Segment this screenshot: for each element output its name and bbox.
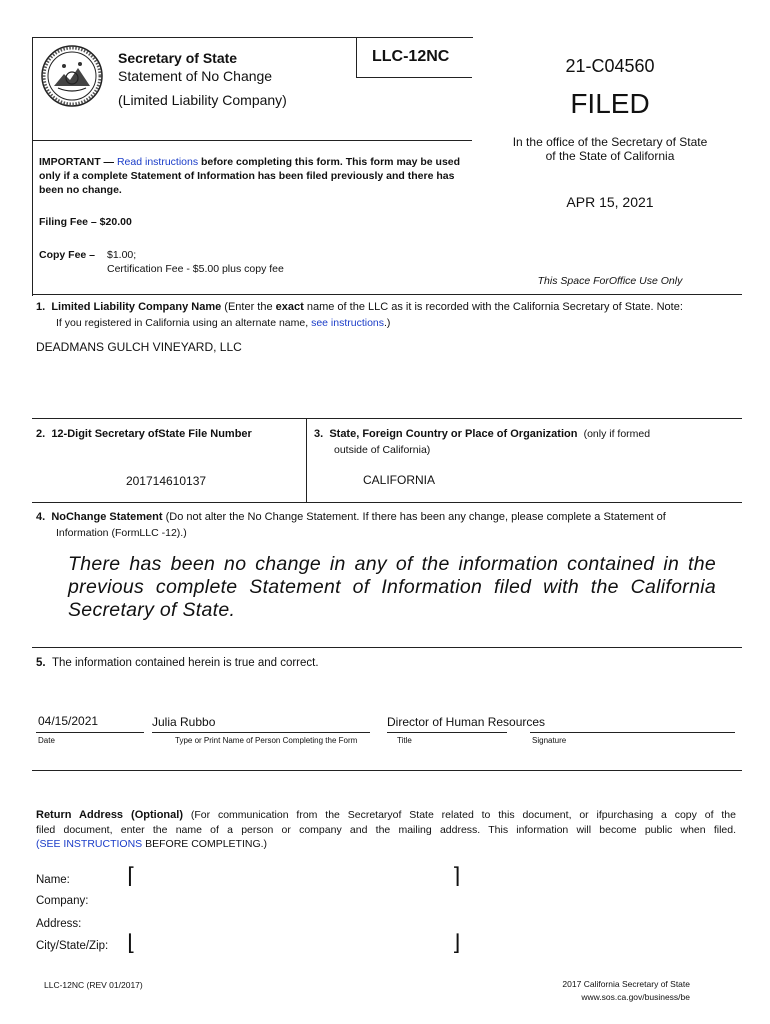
important-notice (39, 155, 464, 197)
section-4-number: 4. (36, 511, 46, 523)
no-change-statement-line3: Secretary of State. (68, 599, 236, 621)
bracket-top-right-icon: ⌉ (452, 864, 461, 889)
signature-underline (530, 732, 735, 733)
form-subtitle: (Limited Liability Company) (118, 92, 287, 108)
form-code-divider (356, 37, 357, 77)
signature-label: Signature (532, 736, 567, 745)
no-change-statement-line1: There has been no change in any of the information contained in the (68, 553, 716, 575)
section-1-heading (36, 300, 741, 315)
section-4-desc: (Do not alter the No Change Statement. If there has been any change, please complete a Statement of (162, 511, 666, 523)
read-instructions-link[interactable]: Read instructions (116, 156, 199, 168)
certification-fee: Certification Fee - $5.00 plus copy fee (107, 263, 284, 275)
copy-fee-value: $1.00; (107, 249, 137, 261)
title-field[interactable]: Director of Human Resources (387, 715, 546, 729)
date-underline (36, 732, 144, 733)
place-of-organization-field[interactable]: CALIFORNIA (362, 473, 435, 487)
important-rest: before completing this form. This form may be used only if a complete Statement of Information has been filed previously and there has been no change. (39, 156, 461, 196)
form-revision: LLC-12NC (REV 01/2017) (44, 980, 143, 990)
header-bottom-line (32, 294, 742, 295)
bracket-bottom-left-icon: ⌊ (127, 931, 136, 956)
agency-name: Secretary of State (118, 50, 238, 66)
section-4-heading (36, 511, 741, 523)
file-number-field[interactable]: 201714610137 (125, 474, 207, 488)
signature-field[interactable] (530, 716, 735, 732)
section-1-bottom (32, 418, 742, 419)
return-name-label: Name: (36, 874, 70, 886)
office-line-2: of the State of California (545, 149, 675, 163)
section-1-note-a: If you registered in California using an alternate name, (56, 317, 312, 329)
return-address-desc-line2: filed document, enter the name of a person or company and the mailing address. This information will become public when filed. (36, 824, 736, 836)
footer-copyright: 2017 California Secretary of State (562, 979, 690, 989)
office-line-1: In the office of the Secretary of State (512, 135, 708, 149)
section-3-note: (only if formed (583, 428, 651, 440)
section-1-number: 1. (36, 301, 46, 313)
section-5-number: 5. (36, 657, 46, 669)
section-2-3-bottom (32, 502, 742, 503)
return-address-desc: (For communication from the Secretaryof State related to this document, or ifpurchasing a copy of the (182, 809, 736, 821)
section-3-heading (314, 428, 739, 440)
date-field[interactable]: 04/15/2021 (38, 714, 99, 728)
see-instructions-link[interactable]: see instructions (311, 317, 385, 329)
title-label: Title (397, 736, 412, 745)
name-label: Type or Print Name of Person Completing the Form (175, 736, 358, 745)
bracket-bottom-right-icon: ⌋ (452, 931, 461, 956)
return-address-heading (36, 809, 736, 821)
section-2-title: 12-Digit Secretary ofState File Number (51, 428, 252, 440)
section-4-desc-line2: Information (FormLLC -12).) (56, 527, 187, 539)
section-1-note-b: .) (384, 317, 391, 329)
filed-date: APR 15, 2021 (566, 194, 654, 210)
section-3-number: 3. (314, 428, 324, 440)
document-number: 21-C04560 (565, 56, 655, 76)
section-1-title: Limited Liability Company Name (51, 301, 222, 313)
bracket-top-left-icon: ⌈ (127, 864, 136, 889)
section-5-text: The information contained herein is true and correct. (51, 657, 319, 669)
section-3-note-line2: outside of California) (334, 444, 431, 456)
filing-fee: Filing Fee – $20.00 (39, 216, 132, 228)
return-address-desc-line3-rest: BEFORE COMPLETING.) (142, 838, 268, 850)
footer-website: www.sos.ca.gov/business/be (581, 992, 690, 1002)
return-address-title: Return Address (Optional) (36, 809, 183, 821)
return-address-label: Address: (36, 918, 82, 930)
title-underline (387, 732, 507, 733)
section-2-3-divider (306, 418, 307, 502)
section-4-title: NoChange Statement (51, 511, 163, 523)
return-address-field[interactable] (130, 864, 461, 956)
return-company-label: Company: (36, 895, 89, 907)
section-5-heading (36, 657, 319, 669)
name-underline (152, 732, 370, 733)
return-city-label: City/State/Zip: (36, 940, 109, 952)
section-1-desc-a: (Enter the (221, 301, 276, 313)
form-title: Statement of No Change (118, 68, 273, 84)
important-prefix: IMPORTANT — (39, 156, 117, 168)
llc-name-field[interactable]: DEADMANS GULCH VINEYARD, LLC (36, 340, 242, 354)
preparer-name-field[interactable]: Julia Rubbo (152, 715, 216, 729)
section-2-heading (36, 428, 252, 440)
section-1-note (56, 317, 390, 329)
office-use-caption: This Space ForOffice Use Only (537, 275, 683, 287)
copy-fee-label: Copy Fee – (39, 249, 96, 261)
no-change-statement-line2: previous complete Statement of Information filed with the California (68, 576, 716, 598)
return-address-desc-line3 (36, 838, 267, 850)
header-divider (32, 140, 472, 141)
section-3-title: State, Foreign Country or Place of Organization (329, 428, 578, 440)
section-5-bottom (32, 770, 742, 771)
see-instructions-return-link[interactable]: (SEE INSTRUCTIONS (36, 838, 143, 850)
section-1-desc-b: name of the LLC as it is recorded with the California Secretary of State. Note: (303, 301, 683, 313)
filed-stamp: FILED (570, 88, 650, 119)
date-label: Date (38, 736, 55, 745)
section-1-exact: exact (275, 301, 304, 313)
section-2-number: 2. (36, 428, 46, 440)
form-code-bottom (356, 77, 472, 78)
state-seal-icon (40, 44, 104, 108)
form-code: LLC-12NC (372, 48, 450, 65)
section-4-bottom (32, 647, 742, 648)
